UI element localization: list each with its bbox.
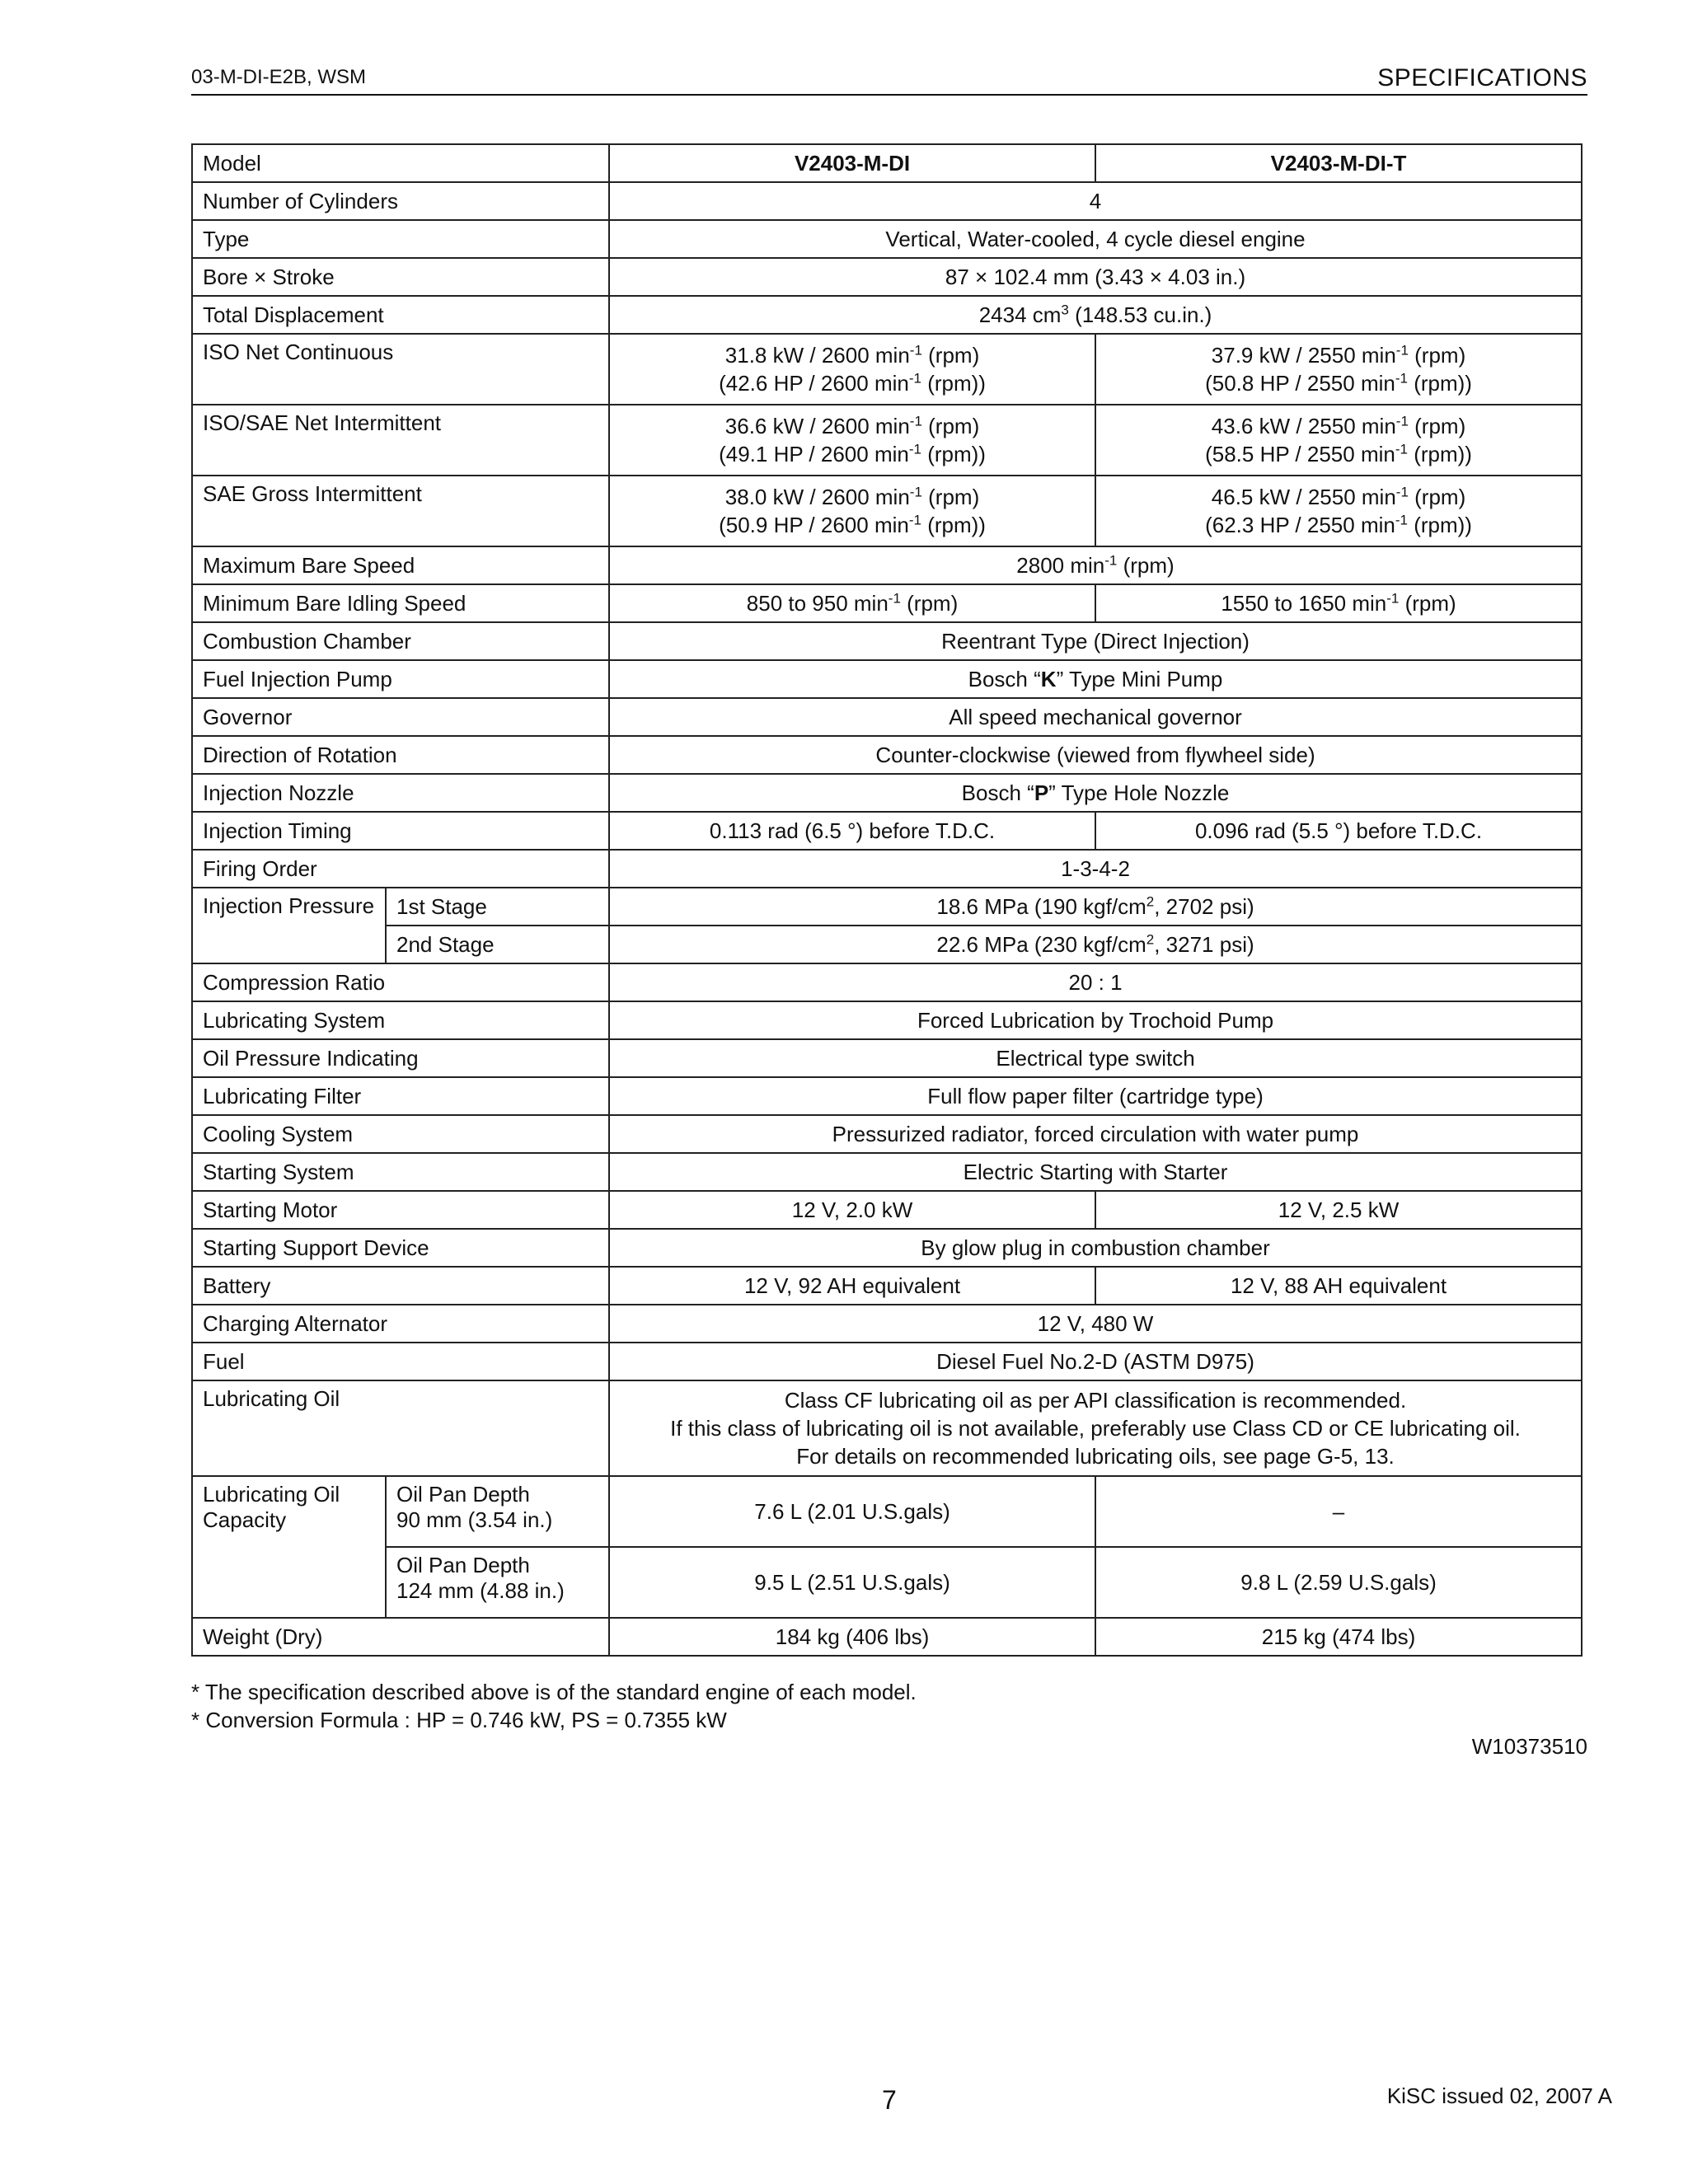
table-row: [192, 1039, 1582, 1077]
table-row: [192, 926, 1582, 963]
row-label: Type: [192, 220, 609, 258]
model-b-value: 46.5 kW / 2550 $\min^{-1} (rpm)$ (62.3 HP / 2550 $\min^{-1} (rpm)$): [1095, 476, 1582, 546]
row-label: Lubricating System: [192, 1001, 609, 1039]
row-label: Model: [192, 144, 609, 182]
model-a-value: 36.6 kW / 2600 $\min^{-1} (rpm)$ (49.1 HP / 2600 $\min^{-1} (rpm)$): [609, 405, 1095, 476]
table-row: [192, 220, 1582, 258]
model-b-value: 12 V, 2.5 kW: [1095, 1191, 1582, 1229]
row-label: Firing Order: [192, 850, 609, 888]
row-label: Weight (Dry): [192, 1618, 609, 1656]
row-label: Fuel: [192, 1343, 609, 1380]
table-row: [192, 888, 1582, 926]
row-value: Electric Starting with Starter: [609, 1153, 1582, 1191]
issue-mark: KiSC issued 02, 2007 A: [1386, 2083, 1612, 2108]
table-row: [192, 1476, 1582, 1547]
table-row: [192, 698, 1582, 736]
row-label: Lubricating Oil: [192, 1380, 609, 1476]
model-a-value: 12 V, 92 AH equivalent: [609, 1267, 1095, 1305]
row-value: Diesel Fuel No.2-D (ASTM D975): [609, 1343, 1582, 1380]
table-row: [192, 584, 1582, 622]
model-b-value: –: [1095, 1476, 1582, 1547]
row-value: Bosch “K” Type Mini Pump: [609, 660, 1582, 698]
table-row: [192, 182, 1582, 220]
row-label: Fuel Injection Pump: [192, 660, 609, 698]
row-value: 22.6 MPa (230 kgf/$cm^2$, 3271 psi): [609, 926, 1582, 963]
table-row: [192, 1267, 1582, 1305]
model-b-value: 0.096 rad (5.5 °) before T.D.C.: [1095, 812, 1582, 850]
table-row: [192, 622, 1582, 660]
sub-row-label: 1st Stage: [386, 888, 609, 926]
row-value: 87 × 102.4 mm (3.43 × 4.03 in.): [609, 258, 1582, 296]
page-number: 7: [882, 2085, 897, 2115]
model-b-value: 9.8 L (2.59 U.S.gals): [1095, 1547, 1582, 1618]
row-value: Forced Lubrication by Trochoid Pump: [609, 1001, 1582, 1039]
row-value: Pressurized radiator, forced circulation with water pump: [609, 1115, 1582, 1153]
row-label: Injection Timing: [192, 812, 609, 850]
row-label: Starting Motor: [192, 1191, 609, 1229]
row-label: Oil Pressure Indicating: [192, 1039, 609, 1077]
footnote: * The specification described above is of the standard engine of each model.: [191, 1680, 917, 1704]
row-value: 20 : 1: [609, 963, 1582, 1001]
row-label: Minimum Bare Idling Speed: [192, 584, 609, 622]
table-row: [192, 1153, 1582, 1191]
table-row: [192, 1191, 1582, 1229]
footnote: * Conversion Formula : HP = 0.746 kW, PS = 0.7355 kW: [191, 1708, 727, 1732]
table-row: [192, 660, 1582, 698]
row-label: Bore × Stroke: [192, 258, 609, 296]
table-row: [192, 812, 1582, 850]
table-row: [192, 963, 1582, 1001]
table-row: [192, 476, 1582, 546]
table-row: [192, 1547, 1582, 1618]
model-a-value: 12 V, 2.0 kW: [609, 1191, 1095, 1229]
table-row: [192, 1343, 1582, 1380]
row-value: 2800 $\min^{-1} (rpm)$: [609, 546, 1582, 584]
row-value: 1-3-4-2: [609, 850, 1582, 888]
model-b-value: 37.9 kW / 2550 $\min^{-1} (rpm)$ (50.8 HP / 2550 $\min^{-1} (rpm)$): [1095, 334, 1582, 405]
model-a-value: 9.5 L (2.51 U.S.gals): [609, 1547, 1095, 1618]
specifications-table: [191, 143, 1582, 1657]
row-label: Lubricating Oil Capacity: [192, 1476, 386, 1618]
row-value: 12 V, 480 W: [609, 1305, 1582, 1343]
row-value: All speed mechanical governor: [609, 698, 1582, 736]
table-row: [192, 334, 1582, 405]
model-b-value: 215 kg (474 lbs): [1095, 1618, 1582, 1656]
model-a-value: 7.6 L (2.01 U.S.gals): [609, 1476, 1095, 1547]
model-a-value: 184 kg (406 lbs): [609, 1618, 1095, 1656]
document-code: 03-M-DI-E2B, WSM: [191, 66, 367, 88]
table-row: [192, 405, 1582, 476]
row-label: Maximum Bare Speed: [192, 546, 609, 584]
model-a-value: 0.113 rad (6.5 °) before T.D.C.: [609, 812, 1095, 850]
row-label: Battery: [192, 1267, 609, 1305]
model-a-header: V2403-M-DI: [609, 144, 1095, 182]
sub-row-label: 2nd Stage: [386, 926, 609, 963]
table-row: [192, 1305, 1582, 1343]
sub-row-label: Oil Pan Depth 90 mm (3.54 in.): [386, 1476, 609, 1547]
row-label: Governor: [192, 698, 609, 736]
row-label: ISO Net Continuous: [192, 334, 609, 405]
row-value: Counter-clockwise (viewed from flywheel side): [609, 736, 1582, 774]
row-label: Lubricating Filter: [192, 1077, 609, 1115]
row-label: Total Displacement: [192, 296, 609, 334]
page-header: [191, 64, 1587, 96]
table-row: [192, 1229, 1582, 1267]
table-row: [192, 546, 1582, 584]
row-label: Direction of Rotation: [192, 736, 609, 774]
model-a-value: 850 to 950 $\min^{-1} (rpm)$: [609, 584, 1095, 622]
model-a-value: 38.0 kW / 2600 $\min^{-1} (rpm)$ (50.9 HP / 2600 $\min^{-1} (rpm)$): [609, 476, 1095, 546]
row-value: 4: [609, 182, 1582, 220]
model-b-value: 43.6 kW / 2550 $\min^{-1} (rpm)$ (58.5 HP / 2550 $\min^{-1} (rpm)$): [1095, 405, 1582, 476]
table-row: [192, 296, 1582, 334]
table-row: [192, 1115, 1582, 1153]
row-label: Starting System: [192, 1153, 609, 1191]
row-label: SAE Gross Intermittent: [192, 476, 609, 546]
model-b-value: 1550 to 1650 $\min^{-1} (rpm)$: [1095, 584, 1582, 622]
row-value: Bosch “P” Type Hole Nozzle: [609, 774, 1582, 812]
sub-row-label: Oil Pan Depth 124 mm (4.88 in.): [386, 1547, 609, 1618]
row-value: By glow plug in combustion chamber: [609, 1229, 1582, 1267]
row-value: 18.6 MPa (190 kgf/$cm^2$, 2702 psi): [609, 888, 1582, 926]
row-label: Combustion Chamber: [192, 622, 609, 660]
table-row: [192, 774, 1582, 812]
row-label: Charging Alternator: [192, 1305, 609, 1343]
row-label: Injection Nozzle: [192, 774, 609, 812]
row-value: Full flow paper filter (cartridge type): [609, 1077, 1582, 1115]
model-b-value: 12 V, 88 AH equivalent: [1095, 1267, 1582, 1305]
section-title: SPECIFICATIONS: [1377, 64, 1587, 91]
footnotes: [191, 1678, 917, 1734]
row-label: Starting Support Device: [192, 1229, 609, 1267]
table-row: [192, 144, 1582, 182]
row-label: Compression Ratio: [192, 963, 609, 1001]
table-row: [192, 736, 1582, 774]
row-value: Electrical type switch: [609, 1039, 1582, 1077]
model-b-header: V2403-M-DI-T: [1095, 144, 1582, 182]
row-label: Cooling System: [192, 1115, 609, 1153]
row-label: ISO/SAE Net Intermittent: [192, 405, 609, 476]
row-label: Injection Pressure: [192, 888, 386, 963]
row-value: 2434 $cm^3$ (148.53 cu.in.): [609, 296, 1582, 334]
table-row: [192, 1618, 1582, 1656]
table-row: [192, 1380, 1582, 1476]
row-label: Number of Cylinders: [192, 182, 609, 220]
row-value: Class CF lubricating oil as per API classification is recommended. If this class of lubricating oil is not available, preferably use Class CD or CE lubricating oil. For details on recommended lubricating oils, see page G-5, 13.: [609, 1380, 1582, 1476]
table-row: [192, 850, 1582, 888]
row-value: Vertical, Water-cooled, 4 cycle diesel engine: [609, 220, 1582, 258]
reference-code: W10373510: [1471, 1734, 1587, 1759]
table-row: [192, 1001, 1582, 1039]
row-value: Reentrant Type (Direct Injection): [609, 622, 1582, 660]
table-row: [192, 1077, 1582, 1115]
model-a-value: 31.8 kW / 2600 $\min^{-1} (rpm)$ (42.6 HP / 2600 $\min^{-1} (rpm)$): [609, 334, 1095, 405]
table-row: [192, 258, 1582, 296]
